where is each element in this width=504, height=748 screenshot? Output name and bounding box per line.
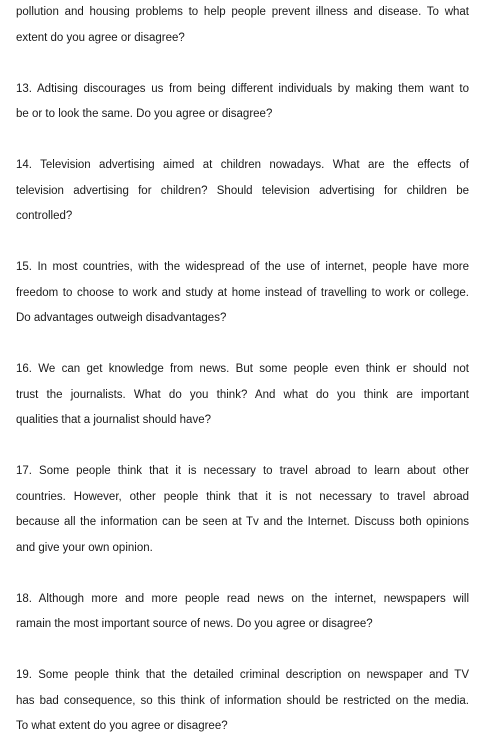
paragraph-gap <box>16 230 469 256</box>
paragraph-q18 <box>16 587 469 638</box>
text-line: has bad consequence, so this think of information should be restricted on the media. <box>16 694 469 707</box>
text-line: 19. Some people think that the detailed criminal description on newspaper and TV <box>16 669 469 681</box>
paragraph-q17 <box>16 459 469 561</box>
text-line: pollution and housing problems to help people prevent illness and disease. To what <box>16 6 469 18</box>
text-line: qualities that a journalist should have? <box>16 414 211 426</box>
text-line: extent do you agree or disagree? <box>16 31 185 44</box>
text-line: 16. We can get knowledge from news. But some people even think er should not <box>16 363 469 375</box>
paragraph-gap <box>16 434 469 460</box>
paragraph-q16 <box>16 357 469 434</box>
text-line: 14. Television advertising aimed at children nowadays. What are the effects of <box>16 159 469 171</box>
paragraph-gap <box>16 51 469 77</box>
text-line: be or to look the same. Do you agree or disagree? <box>16 108 273 120</box>
text-line: 15. In most countries, with the widespread of the use of internet, people have more <box>16 261 469 273</box>
text-line: freedom to choose to work and study at home instead of travelling to work or college. <box>16 286 469 299</box>
text-line: countries. However, other people think that it is not necessary to travel abroad <box>16 490 469 503</box>
text-line: 18. Although more and more people read news on the internet, newspapers will <box>16 592 469 605</box>
paragraph-gap <box>16 332 469 358</box>
paragraph-q13 <box>16 77 469 128</box>
text-line: controlled? <box>16 210 73 222</box>
text-line: trust the journalists. What do you think? And what do you think are important <box>16 388 469 401</box>
paragraph-q19 <box>16 663 469 740</box>
text-line: To what extent do you agree or disagree? <box>16 720 228 732</box>
paragraph-gap <box>16 561 469 587</box>
text-line: ramain the most important source of news. Do you agree or disagree? <box>16 618 373 630</box>
text-line: because all the information can be seen at Tv and the Internet. Discuss both opinions <box>16 516 469 528</box>
document-body <box>16 0 469 740</box>
text-line: 17. Some people think that it is necessary to travel abroad to learn about other <box>16 465 469 477</box>
text-line: Do advantages outweigh disadvantages? <box>16 312 227 324</box>
paragraph-gap <box>16 638 469 664</box>
paragraph-q12-tail <box>16 0 469 51</box>
text-line: television advertising for children? Should television advertising for children be <box>16 184 469 197</box>
paragraph-q15 <box>16 255 469 332</box>
paragraph-q14 <box>16 153 469 230</box>
text-line: 13. Adtising discourages us from being different individuals by making them want to <box>16 82 469 95</box>
paragraph-gap <box>16 128 469 154</box>
text-line: and give your own opinion. <box>16 541 153 554</box>
